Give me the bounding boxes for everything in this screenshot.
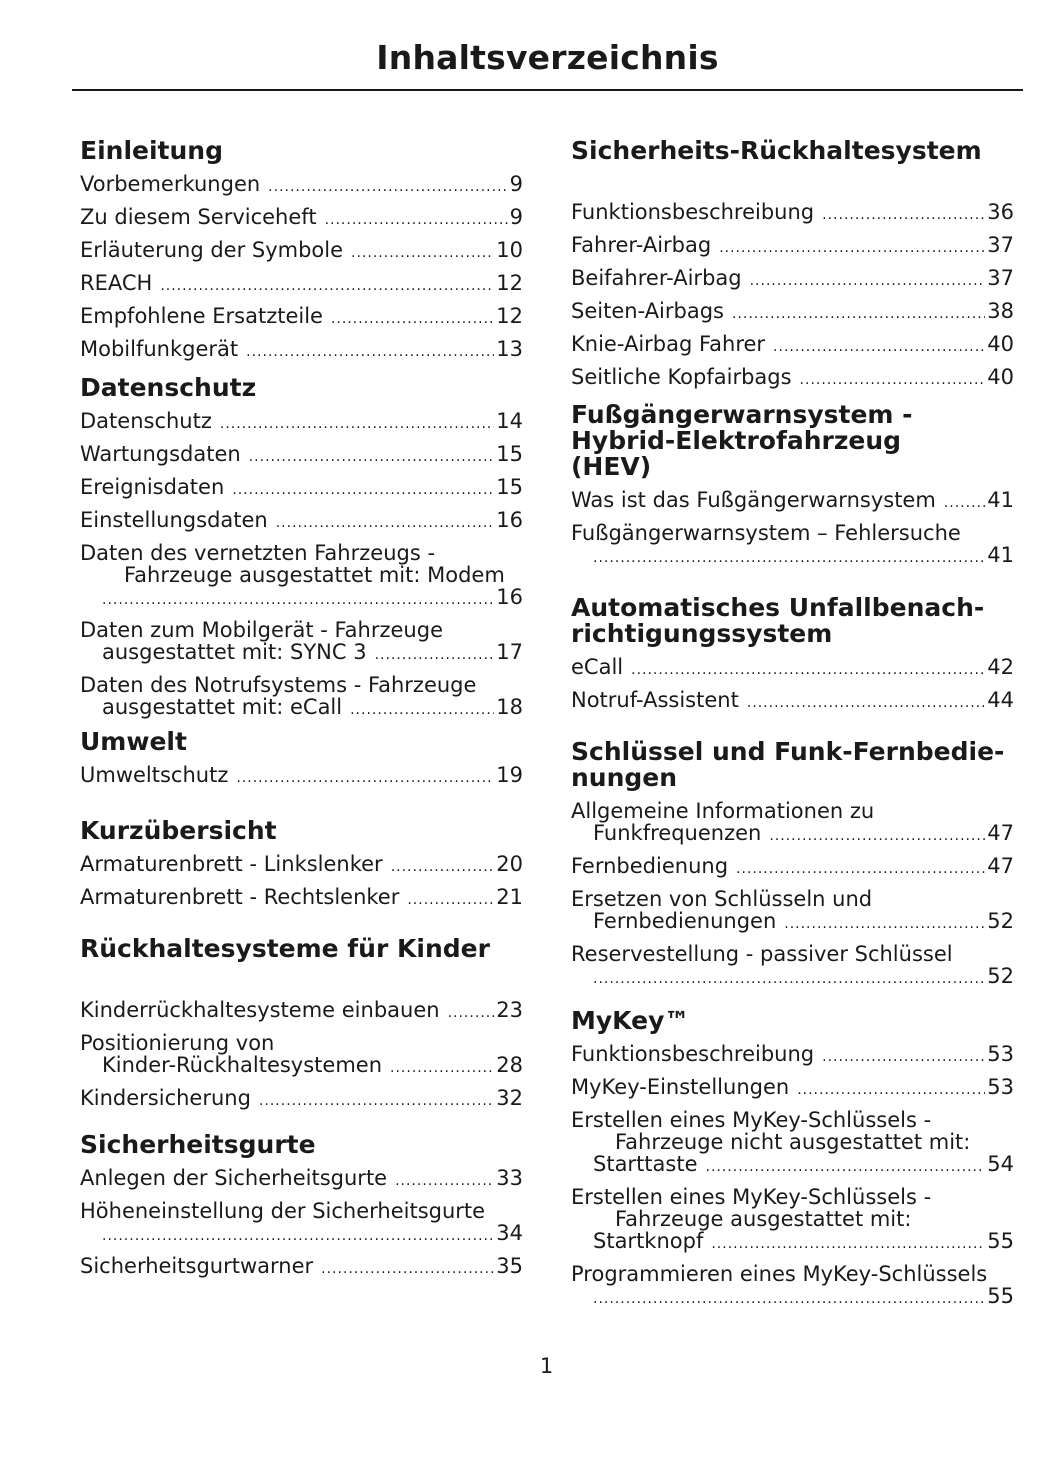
toc-entry[interactable] [80, 173, 523, 198]
entry-title-line: Daten des Notrufsystems - Fahrzeuge [80, 673, 477, 697]
entry-page-number: 20 [496, 852, 523, 876]
entry-title-last-line: ausgestattet mit: SYNC 3 [102, 640, 367, 664]
toc-entry[interactable] [80, 619, 523, 666]
dot-leader [351, 242, 494, 264]
dot-leader [350, 699, 494, 721]
section-heading[interactable] [571, 402, 1014, 480]
dot-leader [797, 1079, 985, 1101]
toc-entry[interactable] [571, 689, 1014, 714]
toc-entry[interactable] [80, 853, 523, 878]
entry-page-number: 41 [987, 543, 1014, 567]
entry-page-number: 44 [987, 688, 1014, 712]
dot-leader [249, 446, 495, 468]
entry-title: Umweltschutz [80, 763, 229, 787]
dot-leader [711, 1233, 985, 1255]
dot-leader [822, 1046, 985, 1068]
entry-page-number: 19 [496, 763, 523, 787]
section-heading-line: Automatisches Unfallbenach- [571, 593, 985, 622]
toc-entry[interactable] [80, 443, 523, 468]
dot-leader [800, 369, 986, 391]
entry-page-number: 15 [496, 442, 523, 466]
toc-section [571, 138, 1014, 399]
toc-entry[interactable] [80, 410, 523, 435]
entry-page-number: 16 [496, 585, 523, 609]
toc-entry[interactable] [571, 1043, 1014, 1068]
entry-title-line: Erstellen eines MyKey-Schlüssels - [571, 1185, 932, 1209]
entry-page-number: 53 [987, 1042, 1014, 1066]
entry-title: Einstellungsdaten [80, 508, 268, 532]
entry-title: Vorbemerkungen [80, 172, 261, 196]
dot-leader [395, 1170, 494, 1192]
entry-title: Empfohlene Ersatzteile [80, 304, 323, 328]
dot-leader [769, 825, 985, 847]
dot-leader [822, 204, 985, 226]
dot-leader [448, 1002, 495, 1024]
toc-entry[interactable] [80, 1032, 523, 1079]
dot-leader [593, 1288, 985, 1310]
entry-title: Armaturenbrett - Rechtslenker [80, 885, 400, 909]
dot-leader [220, 413, 494, 435]
section-heading-line: Hybrid-Elektrofahrzeug [571, 426, 902, 455]
toc-entry[interactable] [80, 999, 523, 1024]
entry-title: Mobilfunkgerät [80, 337, 239, 361]
section-heading[interactable]: Sicherheitsgurte [80, 1130, 316, 1159]
entry-list [571, 201, 1014, 391]
dot-leader [593, 547, 985, 569]
toc-entry[interactable] [571, 1076, 1014, 1101]
entry-page-number: 47 [987, 854, 1014, 878]
dot-leader [719, 237, 985, 259]
dot-leader [784, 913, 985, 935]
entry-title: Kindersicherung [80, 1086, 251, 1110]
entry-page-number: 38 [987, 299, 1014, 323]
dot-leader [391, 856, 495, 878]
entry-title: Ereignisdaten [80, 475, 225, 499]
entry-title-line: Ersetzen von Schlüsseln und [571, 887, 873, 911]
entry-page-number: 54 [987, 1152, 1014, 1176]
entry-page-number: 55 [987, 1229, 1014, 1253]
page-title: Inhaltsverzeichnis [376, 38, 719, 77]
toc-entry[interactable] [80, 1167, 523, 1192]
toc-entry[interactable] [80, 239, 523, 264]
entry-title-line: Fahrzeuge ausgestattet mit: Modem [124, 563, 505, 587]
entry-title: Seitliche Kopfairbags [571, 365, 792, 389]
toc-entry[interactable] [571, 522, 1014, 569]
entry-title: REACH [80, 271, 153, 295]
entry-page-number: 28 [496, 1053, 523, 1077]
entry-title-last-line: Startknopf [593, 1229, 704, 1253]
dot-leader [750, 270, 986, 292]
section-heading[interactable]: Sicherheits-Rückhaltesystem [571, 136, 982, 165]
section-heading[interactable]: MyKey™ [571, 1006, 690, 1035]
dot-leader [706, 1156, 986, 1178]
toc-entry[interactable] [571, 333, 1014, 358]
entry-title: Erläuterung der Symbole [80, 238, 344, 262]
toc-entry[interactable] [571, 1186, 1014, 1255]
entry-title: Armaturenbrett - Linkslenker [80, 852, 383, 876]
toc-entry[interactable] [571, 300, 1014, 325]
entry-page-number: 37 [987, 233, 1014, 257]
section-heading-line: nungen [571, 763, 678, 792]
toc-entry[interactable] [571, 489, 1014, 514]
section-heading[interactable]: Umwelt [80, 727, 187, 756]
toc-section [80, 818, 523, 919]
dot-leader [232, 479, 494, 501]
entry-title: Funktionsbeschreibung [571, 1042, 815, 1066]
entry-title-line: Erstellen eines MyKey-Schlüssels - [571, 1108, 932, 1132]
entry-title: Was ist das Fußgängerwarnsystem [571, 488, 936, 512]
toc-entry[interactable] [80, 509, 523, 534]
entry-page-number: 36 [987, 200, 1014, 224]
toc-entry[interactable] [571, 855, 1014, 880]
toc-entry[interactable] [571, 267, 1014, 292]
entry-title-line: Fahrzeuge ausgestattet mit: [615, 1207, 912, 1231]
entry-list [80, 173, 523, 363]
toc-section [80, 936, 523, 1120]
section-heading[interactable]: Rückhaltesysteme für Kinder [80, 934, 490, 963]
dot-leader [593, 968, 985, 990]
toc-entry[interactable] [80, 1255, 523, 1280]
entry-page-number: 37 [987, 266, 1014, 290]
dot-leader [375, 644, 495, 666]
toc-entry[interactable] [80, 542, 523, 611]
entry-title: Zu diesem Serviceheft [80, 205, 317, 229]
entry-title-last-line: ausgestattet mit: eCall [102, 695, 343, 719]
dot-leader [276, 512, 495, 534]
toc-entry[interactable] [571, 1109, 1014, 1178]
entry-list [80, 764, 523, 789]
toc-entry[interactable] [571, 366, 1014, 391]
entry-page-number: 10 [496, 238, 523, 262]
toc-entry[interactable] [80, 674, 523, 721]
section-heading-line: (HEV) [571, 452, 652, 481]
entry-title-last-line: Funkfrequenzen [593, 821, 762, 845]
entry-title: Anlegen der Sicherheitsgurte [80, 1166, 388, 1190]
entry-page-number: 52 [987, 909, 1014, 933]
entry-page-number: 13 [496, 337, 523, 361]
entry-page-number: 23 [496, 998, 523, 1022]
entry-page-number: 15 [496, 475, 523, 499]
toc-entry[interactable] [80, 1087, 523, 1112]
toc-section [80, 1132, 523, 1288]
title-divider [72, 89, 1023, 91]
entry-title: Fernbedienung [571, 854, 729, 878]
entry-page-number: 32 [496, 1086, 523, 1110]
toc-section [571, 739, 1014, 998]
entry-title-line: Höheneinstellung der Sicherheitsgurte [80, 1199, 486, 1223]
toc-section [571, 1008, 1014, 1318]
entry-list [571, 656, 1014, 714]
entry-page-number: 42 [987, 655, 1014, 679]
entry-title: Beifahrer-Airbag [571, 266, 742, 290]
toc-entry[interactable] [571, 1263, 1014, 1310]
entry-list [80, 1167, 523, 1280]
entry-title: MyKey-Einstellungen [571, 1075, 790, 1099]
toc-entry[interactable] [80, 272, 523, 297]
entry-page-number: 12 [496, 271, 523, 295]
toc-entry[interactable] [80, 476, 523, 501]
dot-leader [407, 889, 494, 911]
entry-page-number: 34 [496, 1221, 523, 1245]
entry-page-number: 17 [496, 640, 523, 664]
dot-leader [246, 341, 494, 363]
entry-page-number: 40 [987, 332, 1014, 356]
toc-entry[interactable] [80, 886, 523, 911]
section-heading[interactable]: Datenschutz [80, 373, 257, 402]
entry-title-line: Daten zum Mobilgerät - Fahrzeuge [80, 618, 443, 642]
entry-title-line: Fahrzeuge nicht ausgestattet mit: [615, 1130, 971, 1154]
dot-leader [160, 275, 494, 297]
page-number: 1 [539, 1354, 554, 1378]
toc-entry[interactable] [571, 234, 1014, 259]
entry-page-number: 55 [987, 1284, 1014, 1308]
entry-page-number: 40 [987, 365, 1014, 389]
entry-title: Fahrer-Airbag [571, 233, 712, 257]
entry-page-number: 16 [496, 508, 523, 532]
toc-section [80, 138, 523, 371]
entry-page-number: 18 [496, 695, 523, 719]
entry-page-number: 9 [509, 205, 523, 229]
dot-leader [321, 1258, 494, 1280]
entry-page-number: 33 [496, 1166, 523, 1190]
dot-leader [102, 1225, 494, 1247]
section-heading-line: richtigungssystem [571, 619, 833, 648]
dot-leader [331, 308, 494, 330]
dot-leader [732, 303, 985, 325]
entry-title: Seiten-Airbags [571, 299, 724, 323]
entry-title: Kinderrückhaltesysteme einbauen [80, 998, 440, 1022]
dot-leader [236, 767, 494, 789]
entry-title: Datenschutz [80, 409, 212, 433]
entry-page-number: 9 [509, 172, 523, 196]
dot-leader [747, 692, 985, 714]
entry-list [80, 410, 523, 721]
toc-entry[interactable] [80, 338, 523, 363]
toc-entry[interactable] [571, 201, 1014, 226]
entry-page-number: 35 [496, 1254, 523, 1278]
entry-list [571, 489, 1014, 569]
entry-list [571, 800, 1014, 990]
section-heading[interactable] [571, 595, 1014, 647]
section-heading-line: Fußgängerwarnsystem - [571, 400, 913, 429]
entry-page-number: 47 [987, 821, 1014, 845]
entry-page-number: 12 [496, 304, 523, 328]
entry-title-line: Positionierung von [80, 1031, 275, 1055]
entry-title: Sicherheitsgurtwarner [80, 1254, 314, 1278]
entry-title: Funktionsbeschreibung [571, 200, 815, 224]
entry-title-line: Daten des vernetzten Fahrzeugs - [80, 541, 436, 565]
dot-leader [736, 858, 985, 880]
toc-entry[interactable] [571, 656, 1014, 681]
entry-page-number: 21 [496, 885, 523, 909]
dot-leader [259, 1090, 494, 1112]
entry-title: Notruf-Assistent [571, 688, 739, 712]
section-heading[interactable]: Kurzübersicht [80, 816, 277, 845]
entry-list [571, 1043, 1014, 1310]
dot-leader [631, 659, 985, 681]
dot-leader [102, 589, 494, 611]
entry-page-number: 14 [496, 409, 523, 433]
entry-title: Knie-Airbag Fahrer [571, 332, 766, 356]
entry-title-last-line: Fernbedienungen [593, 909, 777, 933]
toc-section [80, 729, 523, 797]
toc-entry[interactable] [571, 800, 1014, 847]
dot-leader [268, 176, 507, 198]
dot-leader [325, 209, 508, 231]
entry-title-line: Fußgängerwarnsystem – Fehlersuche [571, 521, 961, 545]
entry-list [80, 853, 523, 911]
toc-entry[interactable] [80, 305, 523, 330]
dot-leader [944, 492, 985, 514]
entry-title: Wartungsdaten [80, 442, 241, 466]
entry-title-line: Allgemeine Informationen zu [571, 799, 875, 823]
toc-entry[interactable] [571, 943, 1014, 990]
section-heading[interactable] [571, 739, 1014, 791]
toc-section [571, 595, 1014, 722]
toc-section [571, 402, 1014, 577]
section-heading-line: Schlüssel und Funk-Fernbedie- [571, 737, 1005, 766]
entry-title-last-line: Kinder-Rückhaltesystemen [102, 1053, 383, 1077]
entry-title-last-line: Starttaste [593, 1152, 698, 1176]
entry-page-number: 41 [987, 488, 1014, 512]
entry-title-line: Reservestellung - passiver Schlüssel [571, 942, 953, 966]
dot-leader [390, 1057, 494, 1079]
entry-title-line: Programmieren eines MyKey-Schlüssels [571, 1262, 988, 1286]
toc-entry[interactable] [80, 206, 523, 231]
entry-page-number: 53 [987, 1075, 1014, 1099]
toc-entry[interactable] [80, 764, 523, 789]
section-heading[interactable]: Einleitung [80, 136, 223, 165]
toc-section [80, 375, 523, 729]
toc-entry[interactable] [571, 888, 1014, 935]
dot-leader [773, 336, 985, 358]
toc-entry[interactable] [80, 1200, 523, 1247]
entry-title: eCall [571, 655, 624, 679]
entry-list [80, 999, 523, 1112]
entry-page-number: 52 [987, 964, 1014, 988]
